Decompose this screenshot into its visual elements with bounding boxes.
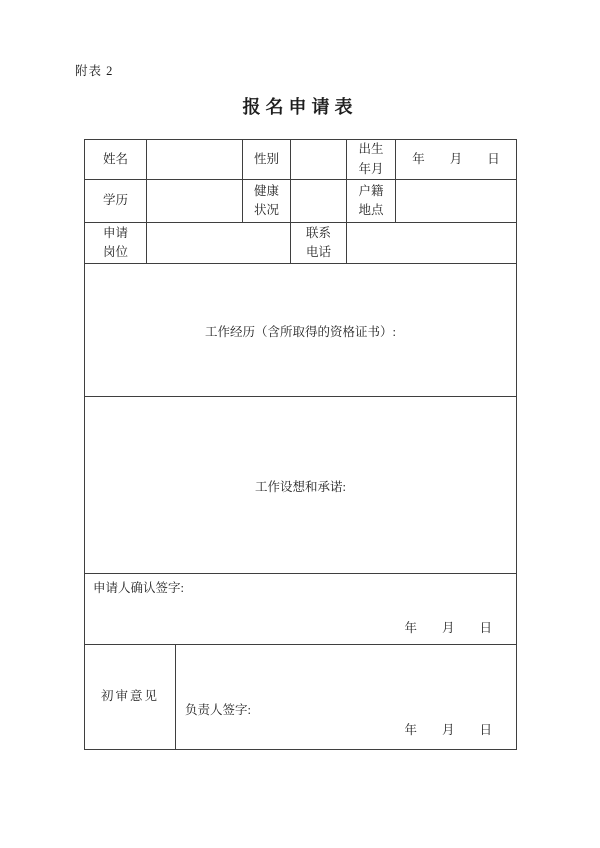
residence-label-text: 户籍地点: [358, 183, 384, 217]
phone-label-text: 联系电话: [305, 225, 331, 259]
gender-label: 性别: [243, 140, 291, 180]
phone-label: [291, 223, 347, 264]
gender-input-cell[interactable]: [291, 140, 347, 180]
name-label: 姓名: [85, 140, 147, 180]
health-status-label: [243, 180, 291, 223]
education-input-cell[interactable]: [147, 180, 243, 223]
work-experience-label: 工作经历（含所取得的资格证书）:: [205, 324, 396, 339]
review-opinion-label-cell: [85, 645, 176, 750]
birth-date-label: [347, 140, 396, 180]
applicant-signature-date: 年 月 日: [404, 621, 492, 636]
position-label: [85, 223, 147, 264]
health-status-label-text: 健康状况: [253, 183, 279, 217]
table-row: [85, 397, 517, 574]
phone-input-cell[interactable]: [347, 223, 517, 264]
registration-form-table: [84, 139, 517, 750]
birth-date-label-text: 出生年月: [358, 142, 384, 176]
position-label-text: 申请岗位: [102, 225, 128, 259]
table-row: [85, 140, 517, 180]
applicant-signature-label: 申请人确认签字:: [93, 580, 184, 595]
table-row: [85, 264, 517, 397]
reviewer-signature-label: 负责人签字:: [185, 703, 251, 718]
attachment-label: 附表 2: [75, 64, 114, 78]
work-experience-area[interactable]: [85, 264, 517, 397]
health-status-input-cell[interactable]: [291, 180, 347, 223]
position-input-cell[interactable]: [147, 223, 291, 264]
table-row: [85, 574, 517, 645]
page-title: 报名申请表: [242, 97, 358, 117]
review-opinion-area[interactable]: [176, 645, 517, 750]
table-row: [85, 180, 517, 223]
residence-input-cell[interactable]: [396, 180, 517, 223]
review-opinion-label: 初审意见: [100, 689, 159, 704]
table-row: [85, 223, 517, 264]
reviewer-signature-date: 年 月 日: [404, 722, 492, 737]
table-row: [85, 645, 517, 750]
birth-date-cell[interactable]: 年 月 日: [396, 140, 517, 180]
education-label: 学历: [85, 180, 147, 223]
work-plan-label: 工作设想和承诺:: [255, 479, 346, 494]
applicant-signature-area[interactable]: [85, 574, 517, 645]
name-input-cell[interactable]: [147, 140, 243, 180]
work-plan-area[interactable]: [85, 397, 517, 574]
residence-label: [347, 180, 396, 223]
